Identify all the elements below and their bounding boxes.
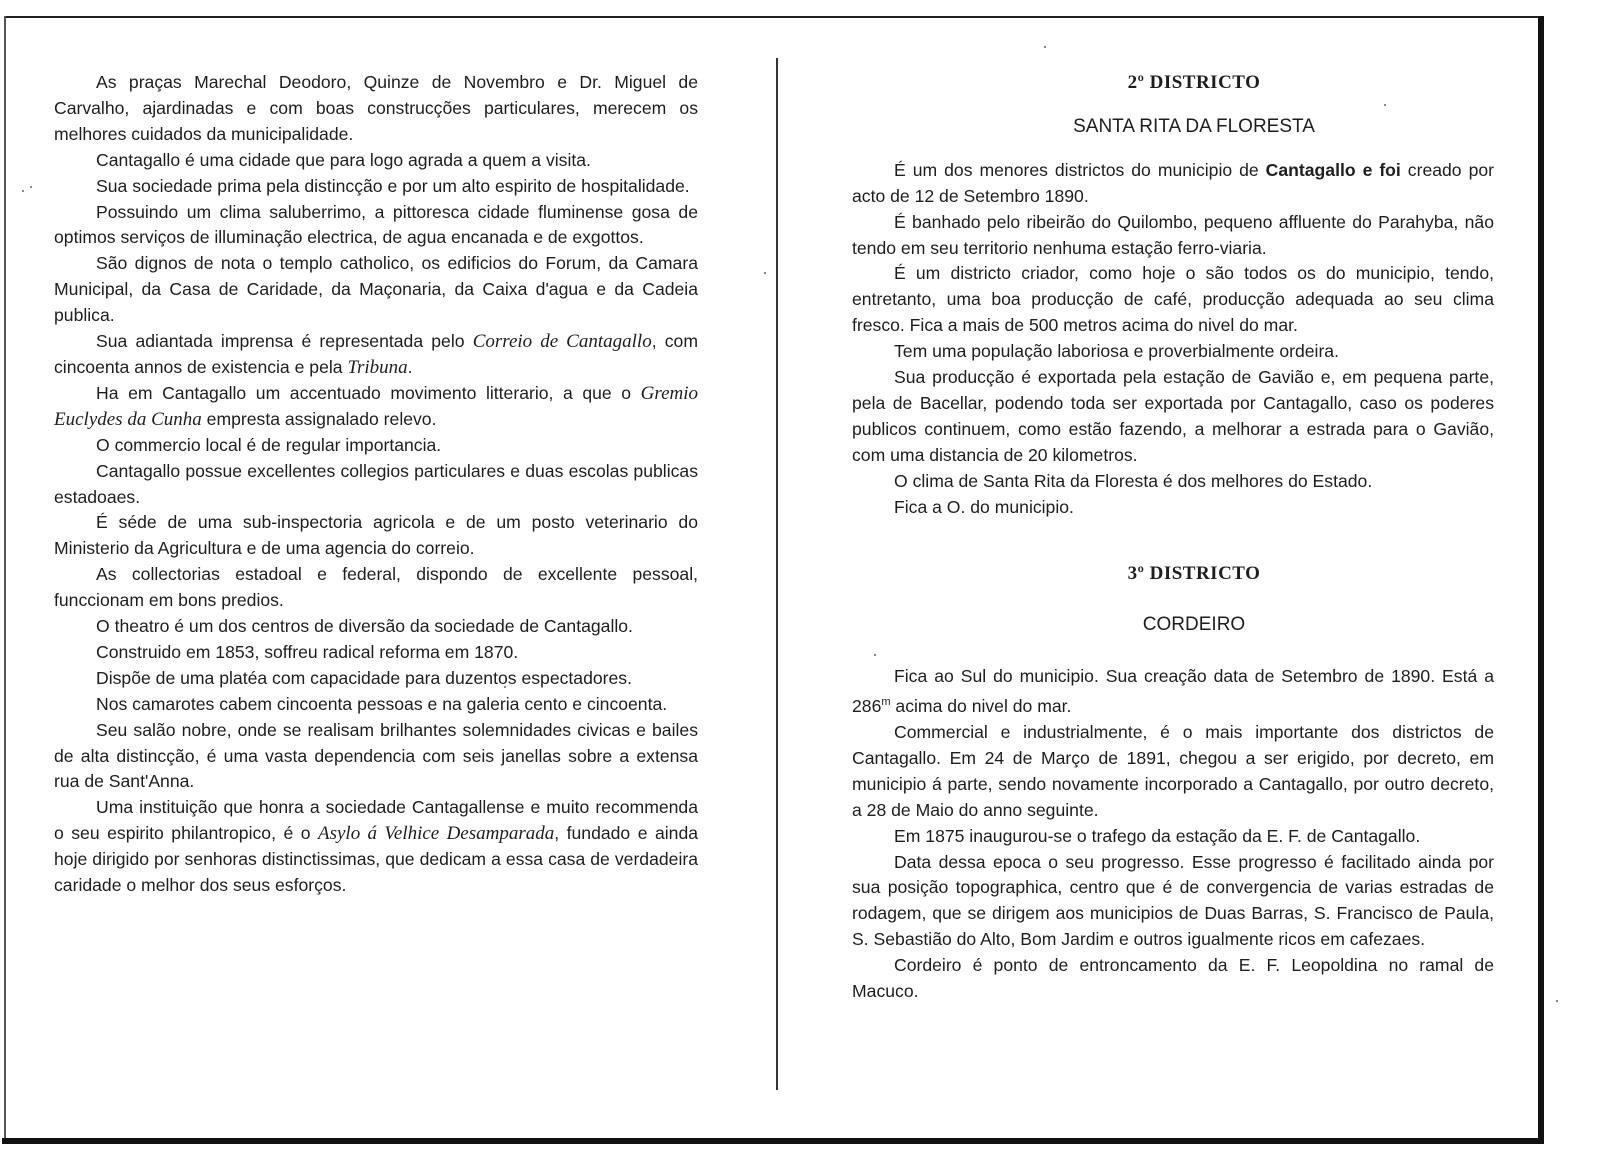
paragraph: É séde de uma sub-inspectoria agricola e de um posto veterinario do Ministerio da Agricultura e de uma agencia do correio. — [54, 512, 698, 559]
page-frame-left — [4, 16, 6, 1140]
society-name: Gremio Euclydes da Cunha — [54, 382, 698, 430]
paragraph: O clima de Santa Rita da Floresta é dos melhores do Estado. — [894, 470, 1373, 491]
paragraph: Construido em 1853, soffreu radical reforma em 1870. — [96, 641, 519, 662]
text-run: Uma instituição que honra a sociedade Cantagallense e muito recommenda o seu espirito philantropico, é o — [54, 797, 698, 844]
paragraph: Cantagallo possue excellentes collegios particulares e duas escolas publicas estadoaes. — [54, 460, 698, 507]
text-run: , com cincoenta annos de existencia e pela — [54, 331, 698, 377]
paragraph: Cordeiro é ponto de entroncamento da E. F. Leopoldina no ramal de Macuco. — [852, 955, 1494, 1002]
paragraph: O theatro é um dos centros de diversão da sociedade de Cantagallo. — [96, 616, 633, 637]
paragraph: Nos camarotes cabem cincoenta pessoas e na galeria cento e cincoenta. — [96, 693, 668, 714]
paragraph-literary — [54, 381, 698, 433]
text-run: Fica ao Sul do municipio. Sua creação data de Setembro de 1890. Está a 286 — [852, 666, 1494, 717]
paragraph — [852, 158, 1494, 210]
text-run: Ha em Cantagallo um accentuado movimento litterario, a que o — [96, 382, 641, 403]
page-frame-bottom — [2, 1138, 1544, 1144]
page-frame-right — [1538, 16, 1544, 1144]
scan-speck — [22, 190, 24, 192]
text-run: É um dos menores districtos do municipio de — [894, 159, 1266, 180]
bold-run: Cantagallo e foi — [1265, 159, 1401, 180]
scan-speck — [764, 272, 766, 274]
paragraph: O commercio local é de regular importancia. — [96, 434, 442, 455]
paragraph: Em 1875 inaugurou-se o trafego da estação da E. F. de Cantagallo. — [894, 825, 1421, 846]
paragraph: Fica a O. do municipio. — [894, 496, 1074, 517]
institution-name: Asylo á Velhice Desamparada — [317, 823, 555, 845]
paragraph-asylum — [54, 795, 698, 899]
scan-speck — [1044, 46, 1046, 48]
left-column — [54, 70, 698, 899]
text-run: acima do nivel do mar. — [890, 696, 1072, 717]
district-2-heading: 2º DISTRICTO — [1127, 72, 1261, 93]
paragraph: Possuindo um clima saluberrimo, a pittoresca cidade fluminense gosa de optimos serviços de illuminação electrica, de agua encanada e de exgottos. — [54, 201, 698, 248]
paragraph: Tem uma população laboriosa e proverbialmente ordeira. — [894, 341, 1339, 362]
paragraph: É um districto criador, como hoje o são todos os do municipio, tendo, entretanto, uma boa producção de café, producção adequada ao seu clima fresco. Fica a mais de 500 metros acima do nivel do mar. — [852, 263, 1494, 336]
scan-speck — [1556, 1000, 1558, 1002]
paragraph: É banhado pelo ribeirão do Quilombo, pequeno affluente do Parahyba, não tendo em seu territorio nenhuma estação ferro-viaria. — [852, 211, 1494, 258]
paragraph: Dispõe de uma platéa com capacidade para duzentos espectadores. — [96, 667, 632, 688]
right-column — [852, 70, 1494, 1005]
text-run: Sua adiantada imprensa é representada pelo — [96, 331, 473, 352]
paragraph: Data dessa epoca o seu progresso. Esse progresso é facilitado ainda por sua posição topographica, centro que é de convergencia de varias estradas de rodagem, que se dirigem aos municipios de Duas Barras, S. Francisco de Paula, S. Sebastião do Alto, Bom Jardim e outros igualmente ricos em cafezaes. — [852, 851, 1494, 950]
paragraph — [852, 664, 1494, 720]
district-2-place-title: SANTA RITA DA FLORESTA — [1073, 115, 1315, 137]
paragraph: Sua sociedade prima pela distincção e por um alto espirito de hospitalidade. — [96, 175, 690, 196]
newspaper-name: Correio de Cantagallo — [472, 331, 652, 353]
paragraph: Commercial e industrialmente, é o mais importante dos districtos de Cantagallo. Em 24 de Março de 1891, chegou a ser erigido, por decreto, em municipio á parte, sendo novamente incorporado a Cantagallo, por outro decreto, a 28 de Maio do anno seguinte. — [852, 721, 1494, 820]
text-run: . — [407, 356, 413, 377]
text-run: empresta assignalado relevo. — [201, 408, 437, 429]
district-3-heading: 3º DISTRICTO — [1127, 562, 1261, 584]
page-frame-top — [4, 16, 1544, 18]
superscript-unit: m — [881, 696, 891, 709]
paragraph: Seu salão nobre, onde se realisam brilhantes solemnidades civicas e bailes de alta distincção, é uma vasta dependencia com seis janellas sobre a extensa rua de Sant'Anna. — [54, 719, 698, 792]
paragraph: Sua producção é exportada pela estação de Gavião e, em pequena parte, pela de Bacellar, podendo toda ser exportada por Cantagallo, caso os poderes publicos continuem, como estão fazendo, a melhorar a estrada para o Gavião, com uma distancia de 20 kilometros. — [852, 367, 1494, 465]
text-run: creado por acto de 12 de Setembro 1890. — [852, 159, 1494, 206]
paragraph: São dignos de nota o templo catholico, os edificios do Forum, da Camara Municipal, da Casa de Caridade, da Maçonaria, da Caixa d'agua e da Cadeia publica. — [54, 253, 698, 326]
paragraph: As praças Marechal Deodoro, Quinze de Novembro e Dr. Miguel de Carvalho, ajardinadas e com boas construcções particulares, merecem os melhores cuidados da municipalidade. — [54, 72, 698, 144]
paragraph: Cantagallo é uma cidade que para logo agrada a quem a visita. — [96, 149, 591, 170]
newspaper-name: Tribuna — [347, 356, 408, 378]
paragraph-press — [54, 329, 698, 381]
paragraph: As collectorias estadoal e federal, dispondo de excellente pessoal, funccionam em bons predios. — [54, 564, 698, 611]
district-3-place-title: CORDEIRO — [1142, 614, 1246, 636]
scan-speck — [30, 186, 32, 188]
text-run: , fundado e ainda hoje dirigido por senhoras distinctissimas, que dedicam a essa casa de verdadeira caridade o melhor dos seus esforços. — [54, 823, 699, 896]
column-divider — [776, 58, 778, 1090]
